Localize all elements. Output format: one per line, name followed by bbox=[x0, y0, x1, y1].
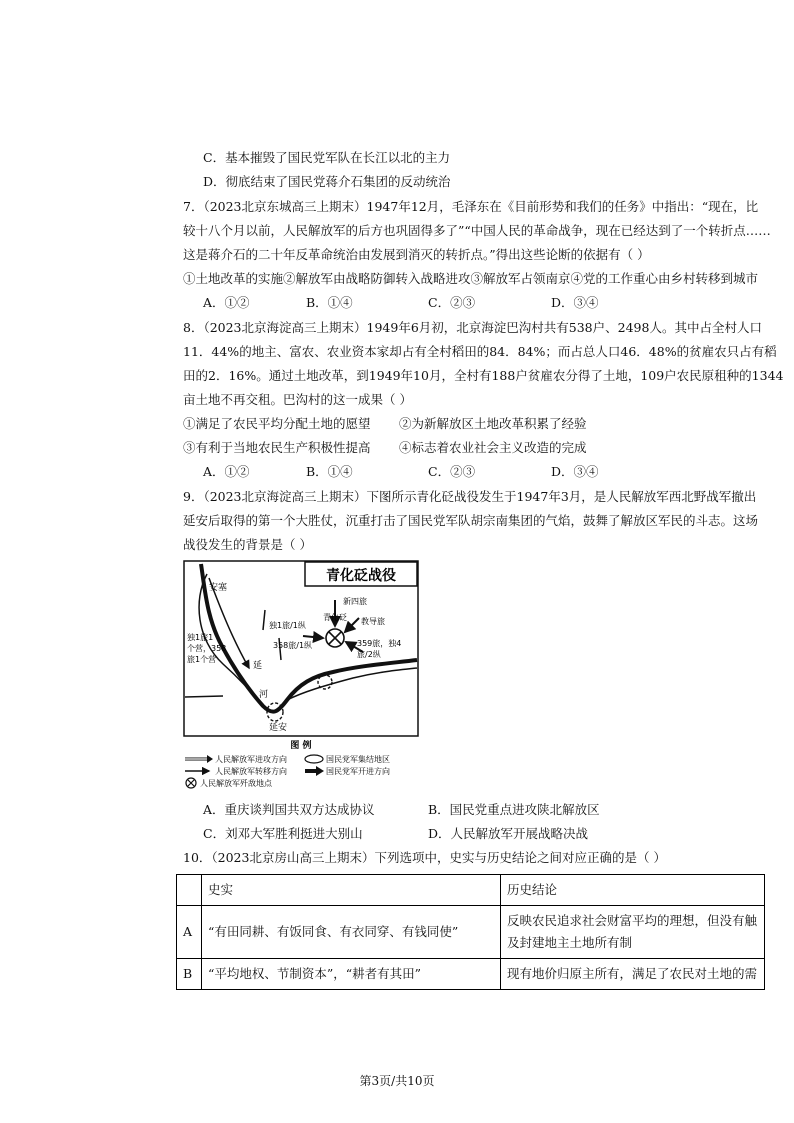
unit-359-line1: 359旅，独4 bbox=[357, 639, 402, 648]
table-header-conclusion: 历史结论 bbox=[501, 875, 765, 906]
q8-item-1: ①满足了农民平均分配土地的愿望 bbox=[183, 416, 371, 431]
row-conclusion: 反映农民追求社会财富平均的理想，但没有触及封建地主土地所有制 bbox=[501, 906, 765, 959]
unit-358: 358旅/1纵 bbox=[273, 641, 313, 650]
q10-stem: 10．（2023北京房山高三上期末）下列选项中，史实与历史结论之间对应正确的是（ ） bbox=[183, 850, 666, 865]
q7-option-b: B．①④ bbox=[306, 295, 353, 310]
q6-option-c: C．基本摧毁了国民党军队在长江以北的主力 bbox=[203, 150, 451, 165]
unit-du1: 独1旅/1纵 bbox=[269, 621, 306, 630]
page-footer: 第3页/共10页 bbox=[359, 1074, 435, 1088]
q8-stem-line4: 亩土地不再交租。巴沟村的这一成果（ ） bbox=[183, 392, 412, 407]
legend-advance-label: 国民党军开进方向 bbox=[326, 767, 390, 776]
place-qinghuabian: 青化砭 bbox=[323, 613, 347, 622]
q6-option-d: D．彻底结束了国民党蒋介石集团的反动统治 bbox=[203, 174, 451, 189]
q8-option-a: A．①② bbox=[203, 464, 250, 479]
unit-359-line2: 旅/2纵 bbox=[357, 650, 381, 659]
q7-stem-line4: ①土地改革的实施②解放军由战略防御转入战略进攻③解放军占领南京④党的工作重心由乡村转移到城市 bbox=[183, 271, 759, 286]
unit-left-line3: 旅1个营 bbox=[187, 655, 217, 664]
place-anzai: 安塞 bbox=[209, 583, 228, 593]
legend-assembly-icon bbox=[305, 755, 323, 763]
row-label: B bbox=[177, 959, 202, 990]
unit-jiaodao: 教导旅 bbox=[361, 617, 385, 626]
q8-option-c: C．②③ bbox=[428, 464, 476, 479]
table-row bbox=[177, 906, 765, 959]
q9-option-b: B．国民党重点进攻陕北解放区 bbox=[428, 802, 600, 817]
table-header-blank bbox=[177, 875, 202, 906]
legend-assembly-label: 国民党军集结地区 bbox=[326, 755, 390, 764]
q8-stem-line2: 11．44%的地主、富农、农业资本家却占有全村稻田的84．84%；而占总人口46．48%的贫雇农只占有稻 bbox=[183, 344, 777, 359]
q7-option-d: D．③④ bbox=[551, 295, 599, 310]
table-header-fact: 史实 bbox=[202, 875, 501, 906]
q9-option-c: C．刘邓大军胜利挺进大别山 bbox=[203, 826, 363, 841]
q9-stem-line2: 延安后取得的第一个大胜仗，沉重打击了国民党军队胡宗南集团的气焰，鼓舞了解放区军民的斗志。这场 bbox=[183, 513, 759, 528]
table-header-row bbox=[177, 875, 765, 906]
battle-map bbox=[183, 560, 419, 792]
q7-stem-line1: 7．（2023北京东城高三上期末）1947年12月，毛泽东在《目前形势和我们的任务》中指出：“现在，比 bbox=[183, 199, 759, 214]
map-title: 青化砭战役 bbox=[326, 568, 396, 584]
q9-stem-line3: 战役发生的背景是（ ） bbox=[183, 537, 312, 552]
legend-advance-head bbox=[316, 766, 324, 776]
q8-option-d: D．③④ bbox=[551, 464, 599, 479]
place-he: 河 bbox=[259, 690, 269, 700]
unit-left-line2: 个营，358 bbox=[187, 644, 227, 653]
q8-item-3: ③有利于当地农民生产积极性提高 bbox=[183, 440, 371, 455]
q9-option-a: A．重庆谈判国共双方达成协议 bbox=[203, 802, 375, 817]
legend-attack-head bbox=[207, 755, 213, 763]
q8-stem-line3: 田的2．16%。通过土地改革，到1949年10月，全村有188户贫雇农分得了土地，109户农民原租种的1344 bbox=[183, 368, 784, 383]
q8-item-2: ②为新解放区土地改革积累了经验 bbox=[399, 416, 587, 431]
q9-stem-line1: 9．（2023北京海淀高三上期末）下图所示青化砭战役发生于1947年3月，是人民解放军西北野战军撤出 bbox=[183, 489, 757, 504]
q7-option-c: C．②③ bbox=[428, 295, 476, 310]
table-row bbox=[177, 959, 765, 990]
q8-stem-line1: 8．（2023北京海淀高三上期末）1949年6月初，北京海淀巴沟村共有538户、2498人。其中占全村人口 bbox=[183, 320, 762, 335]
row-label: A bbox=[177, 906, 202, 959]
legend-title: 图 例 bbox=[290, 741, 312, 751]
q7-option-a: A．①② bbox=[203, 295, 250, 310]
q7-stem-line3: 这是蒋介石的二十年反革命统治由发展到消灭的转折点。”得出这些论断的依据有（ ） bbox=[183, 247, 650, 262]
unit-xinsi: 新四旅 bbox=[343, 597, 367, 606]
place-yan: 延 bbox=[253, 661, 263, 671]
row-fact: “平均地权、节制资本”，“耕者有其田” bbox=[202, 959, 501, 990]
legend-attack-label: 人民解放军进攻方向 bbox=[215, 755, 287, 764]
legend-site-label: 人民解放军歼敌地点 bbox=[200, 779, 272, 788]
q10-table bbox=[176, 874, 765, 990]
place-yanan: 延安 bbox=[269, 723, 288, 733]
unit-left-line1: 独1旅1 bbox=[187, 633, 214, 642]
q8-item-4: ④标志着农业社会主义改造的完成 bbox=[399, 440, 587, 455]
row-fact: “有田同耕、有饭同食、有衣同穿、有钱同使” bbox=[202, 906, 501, 959]
q7-stem-line2: 较十八个月以前，人民解放军的后方也巩固得多了”“中国人民的革命战争，现在已经达到了一个转折点…… bbox=[183, 223, 771, 238]
row-conclusion: 现有地价归原主所有，满足了农民对土地的需 bbox=[501, 959, 765, 990]
q9-option-d: D．人民解放军开展战略决战 bbox=[428, 826, 589, 841]
q8-option-b: B．①④ bbox=[306, 464, 353, 479]
legend-transfer-label: 人民解放军转移方向 bbox=[215, 767, 287, 776]
